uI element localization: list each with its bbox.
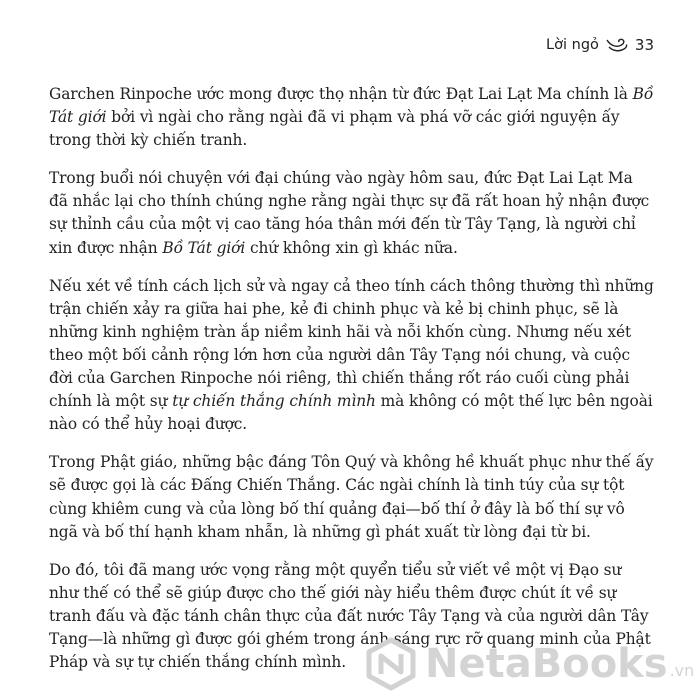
text-run: Trong Phật giáo, những bậc đáng Tôn Quý và không hề khuất phục như thế ấy sẽ được gọi là các Đấng Chiến Thắng. Các ngài chính là tinh túy của sự tột cùng khiêm cung và của lòng bố thí quảng đại—bố thí ở đây là bố thí sự vô ngã và bố thí hạnh kham nhẫn, là những gì phát xuất từ lòng đại từ bi. (49, 453, 654, 541)
text-run: Garchen Rinpoche ước mong được thọ nhận từ đức Đạt Lai Lạt Ma chính là (49, 85, 633, 103)
page-number: 33 (634, 36, 654, 54)
paragraph (49, 167, 655, 259)
watermark-brand: NetaBooks (425, 641, 668, 687)
italic-term: Bồ Tát giới (162, 238, 246, 257)
text-run: mà không có một thế lực bên ngoài nào có thể hủy hoại được. (49, 392, 653, 434)
watermark-suffix: .vn (669, 661, 695, 680)
text-run: chứ không xin gì khác nữa. (245, 238, 458, 257)
body-text (49, 83, 655, 689)
section-title: Lời ngỏ (546, 37, 599, 53)
paragraph (49, 451, 655, 543)
page-header (546, 36, 654, 54)
swirl-ornament-icon (606, 37, 628, 53)
text-run: bởi vì ngài cho rằng ngài đã vi phạm và phá vỡ các giới nguyện ấy trong thời kỳ chiến tranh. (49, 108, 620, 150)
netabooks-logo-icon (363, 636, 419, 692)
watermark (363, 636, 694, 692)
paragraph (49, 275, 655, 437)
italic-term: tự chiến thắng chính mình (172, 392, 376, 411)
text-run: Trong buổi nói chuyện với đại chúng vào ngày hôm sau, đức Đạt Lai Lạt Ma đã nhắc lại cho thính chúng nghe rằng ngài thực sự đã rất hoan hỷ nhận được sự thỉnh cầu của một vị cao tăng hóa thân mới đến từ Tây Tạng, là người chỉ xin được nhận (49, 169, 650, 257)
paragraph (49, 83, 655, 152)
italic-term: Bồ Tát giới (49, 85, 654, 127)
text-run: Nếu xét về tính cách lịch sử và ngay cả theo tính cách thông thường thì những trận chiến xảy ra giữa hai phe, kẻ đi chinh phục và kẻ bị chinh phục, sẽ là những kinh nghiệm tràn ắp niềm kinh hãi và nỗi khốn cùng. Nhưng nếu xét theo một bối cảnh rộng lớn hơn của người dân Tây Tạng nói chung, và cuộc đời của Garchen Rinpoche nói riêng, thì chiến thắng rốt ráo cuối cùng phải chính là một sự (49, 276, 654, 411)
text-run: Do đó, tôi đã mang ước vọng rằng một quyển tiểu sử viết về một vị Đạo sư như thế có thể sẽ giúp được cho thế giới này hiểu thêm được chút ít về sự tranh đấu và đặc tánh chân thực của đất nước Tây Tạng và của người dân Tây Tạng—là những gì được gói ghém trong ánh sáng rực rỡ quang minh của Phật Pháp và sự tự chiến thắng chính mình. (49, 560, 651, 672)
